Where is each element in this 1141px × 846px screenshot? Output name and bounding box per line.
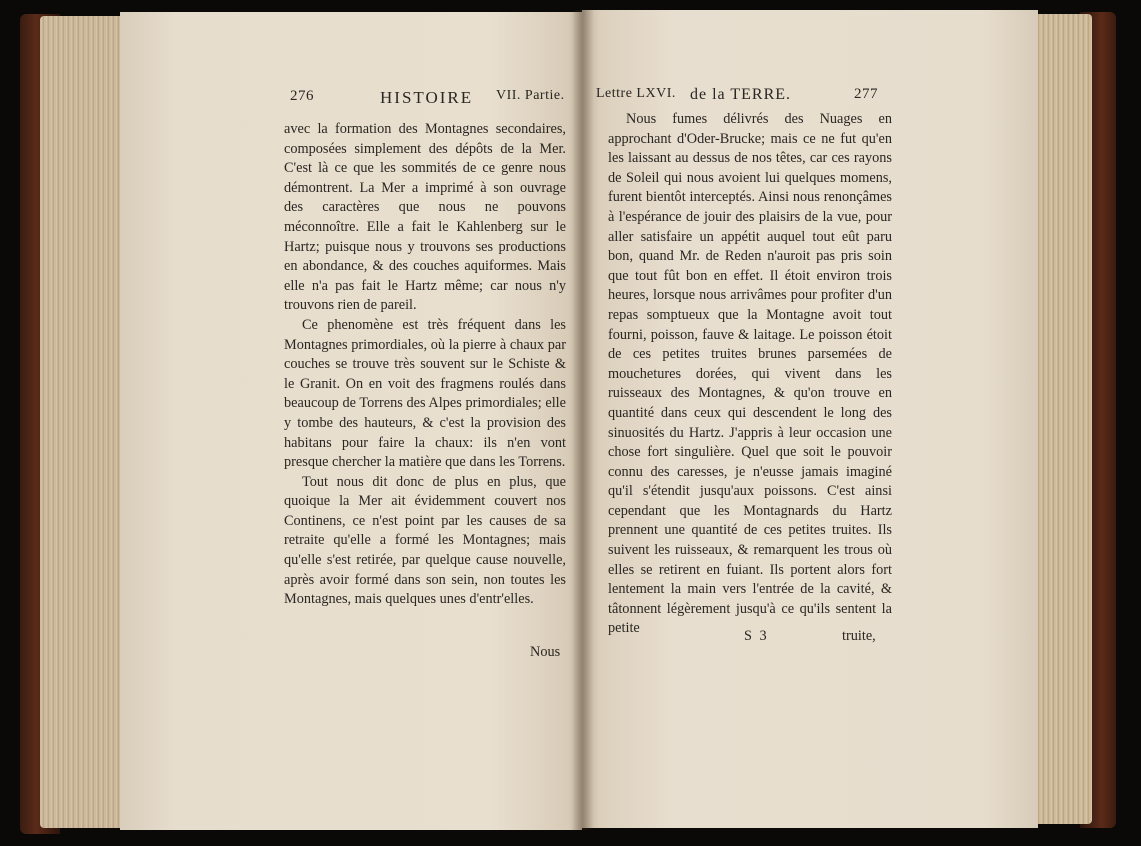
left-running-title: HISTOIRE <box>380 88 474 107</box>
left-part-label: VII. Partie. <box>496 88 565 103</box>
right-catchword: truite, <box>842 628 876 644</box>
page-edges-left <box>40 16 132 828</box>
left-page <box>120 12 582 830</box>
left-catchword: Nous <box>530 644 561 660</box>
page-edges-right <box>1030 14 1092 824</box>
right-page-text <box>608 110 892 639</box>
left-paragraph: Ce phenomène est très fréquent dans les Montagnes primordiales, où la pierre à chaux par couches se trouve très souvent sur le Schiste & le Granit. On en voit des fragmens roulés dans beaucoup de Torrens des Alpes primordiales; elle y tombe des hauteurs, & c'est la provision des habitans pour faire la chaux: ils n'en vont presque chercher la matière que dans les Torrens. <box>284 316 566 471</box>
right-page <box>582 10 1038 828</box>
right-paragraph: Nous fumes délivrés des Nuages en approchant d'Oder-Brucke; mais ce ne fut qu'en les laissant au dessus de nos têtes, car ces rayons de Soleil qui nous avoient lui quelques momens, furent bientôt interceptés. Ainsi nous renonçâmes à l'espérance de jouir des plaisirs de la vue, pour aller satisfaire un appétit auquel tout eût paru bon, quand Mr. de Reden n'auroit pas pris soin que tout fût bon en effet. Il étoit environ trois heures, lorsque nous arrivâmes pour profiter d'un repas somptueux que la Montagne avoit tout fourni, poisson, fauve & laitage. Le poisson étoit de ces petites truites brunes parsemées de mouchetures dorées, qui vivent dans les ruisseaux des Montagnes, & qu'on trouve en quantité dans ceux qui descendent le long des sinuosités du Hartz. J'appris à leur occasion une chose fort singulière. Quel que soit le pouvoir connu des caresses, je n'eusse jamais imaginé qu'il s'étendit jusqu'aux poissons. C'est ainsi cependant que les Montagnards du Hartz prennent une quantité de ces petites truites. Ils suivent les ruisseaux, & remarquent les trous où elles se retirent en fuiant. Ils portent alors fort lentement la main vers l'entrée de la cavité, & tâtonnent légèrement jusqu'à ce qu'ils sentent la petite <box>608 111 892 637</box>
right-running-title: de la TERRE. <box>690 86 792 103</box>
book-gutter <box>572 10 594 830</box>
right-page-number: 277 <box>854 86 878 102</box>
left-paragraph: Tout nous dit donc de plus en plus, que quoique la Mer ait évidemment couvert nos Continens, ce n'est point par les causes de sa retraite qu'elle a formé les Montagnes; mais qu'elle s'est retirée, par quelque cause nouvelle, après avoir formé dans son sein, non toutes les Montagnes, mais quelques unes d'entr'elles. <box>284 473 566 608</box>
left-page-text <box>284 120 566 610</box>
left-paragraph: avec la formation des Montagnes secondaires, composées simplement des dépôts de la Mer. C'est là ce que les sommités de ce genre nous démontrent. La Mer a imprimé à son ouvrage des caractères que nous ne pouvons méconnoître. Elle a fait le Kahlenberg sur le Hartz; puisque nous y trouvons ses productions en abondance, & des couches aquiformes. Mais elle n'a pas fait le Hartz même; car nous n'y trouvons rien de pareil. <box>284 121 566 314</box>
left-page-number: 276 <box>290 88 314 104</box>
right-letter-label: Lettre LXVI. <box>596 86 676 101</box>
signature-mark: S 3 <box>744 628 769 644</box>
